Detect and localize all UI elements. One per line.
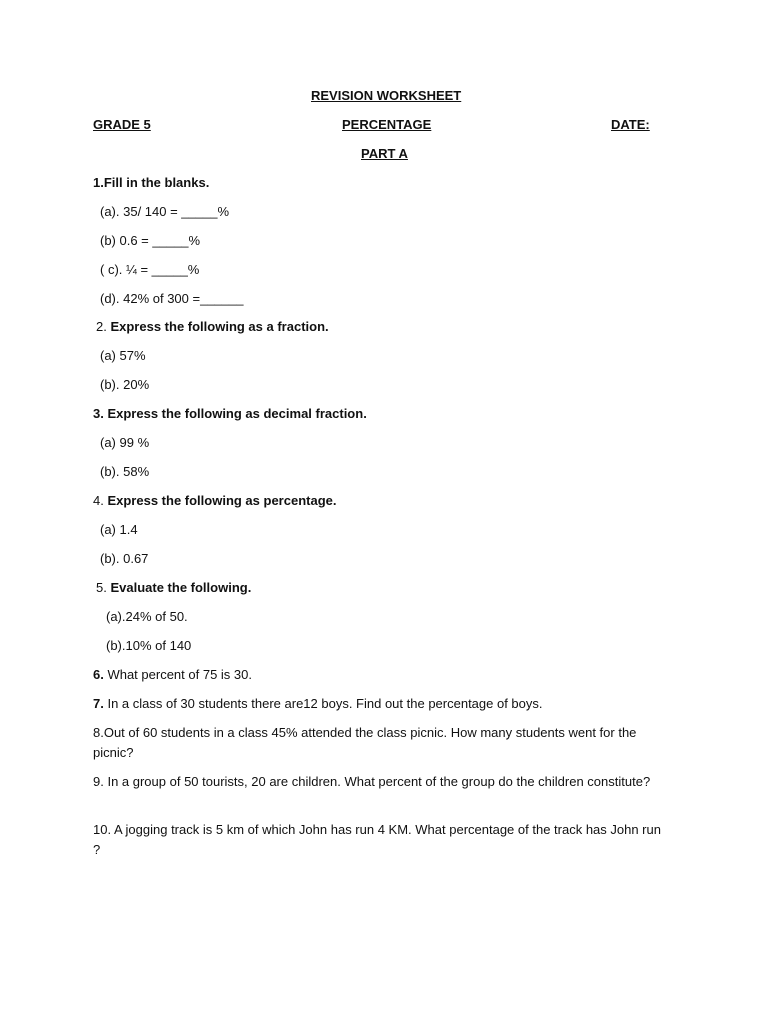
q5-heading <box>96 580 251 596</box>
q7 <box>93 696 543 712</box>
q6-number: 6. <box>93 667 104 682</box>
q1-item: ( c). ¼ = _____% <box>100 262 200 277</box>
q4-heading <box>93 493 336 509</box>
q2-heading <box>96 319 329 335</box>
subject-label: PERCENTAGE <box>342 117 432 132</box>
q4-number: 4. <box>93 493 108 508</box>
q7-number: 7. <box>93 696 104 711</box>
date-label: DATE: <box>611 117 650 132</box>
q8: 8.Out of 60 students in a class 45% attended the class picnic. How many students went for the picnic? <box>93 725 637 760</box>
q1-item: (b) 0.6 = _____% <box>100 233 201 248</box>
q9: 9. In a group of 50 tourists, 20 are children. What percent of the group do the children constitute? <box>93 774 651 789</box>
q6 <box>93 667 252 683</box>
q5-item: (b).10% of 140 <box>106 638 192 653</box>
q3-heading: 3. Express the following as decimal fraction. <box>93 406 367 421</box>
q2-number: 2. <box>96 319 111 334</box>
q2-text: Express the following as a fraction. <box>110 319 329 334</box>
q4-item: (b). 0.67 <box>100 551 149 566</box>
q1-item: (d). 42% of 300 =______ <box>100 291 244 306</box>
part-label: PART A <box>361 146 408 161</box>
worksheet-title: REVISION WORKSHEET <box>311 88 462 103</box>
q4-item: (a) 1.4 <box>100 522 138 537</box>
q6-text: What percent of 75 is 30. <box>103 667 252 682</box>
q4-text: Express the following as percentage. <box>107 493 337 508</box>
grade-label: GRADE 5 <box>93 117 151 132</box>
q2-item: (b). 20% <box>100 377 150 392</box>
q5-item: (a).24% of 50. <box>106 609 188 624</box>
q3-item: (b). 58% <box>100 464 150 479</box>
q5-number: 5. <box>96 580 111 595</box>
q10: 10. A jogging track is 5 km of which John has run 4 KM. What percentage of the track has John run ? <box>93 822 661 857</box>
q7-text: In a class of 30 students there are12 boys. Find out the percentage of boys. <box>103 696 543 711</box>
q2-item: (a) 57% <box>100 348 146 363</box>
q1-item: (a). 35/ 140 = _____% <box>100 204 230 219</box>
q5-text: Evaluate the following. <box>110 580 252 595</box>
q3-item: (a) 99 % <box>100 435 150 450</box>
q1-heading: 1.Fill in the blanks. <box>93 175 210 190</box>
